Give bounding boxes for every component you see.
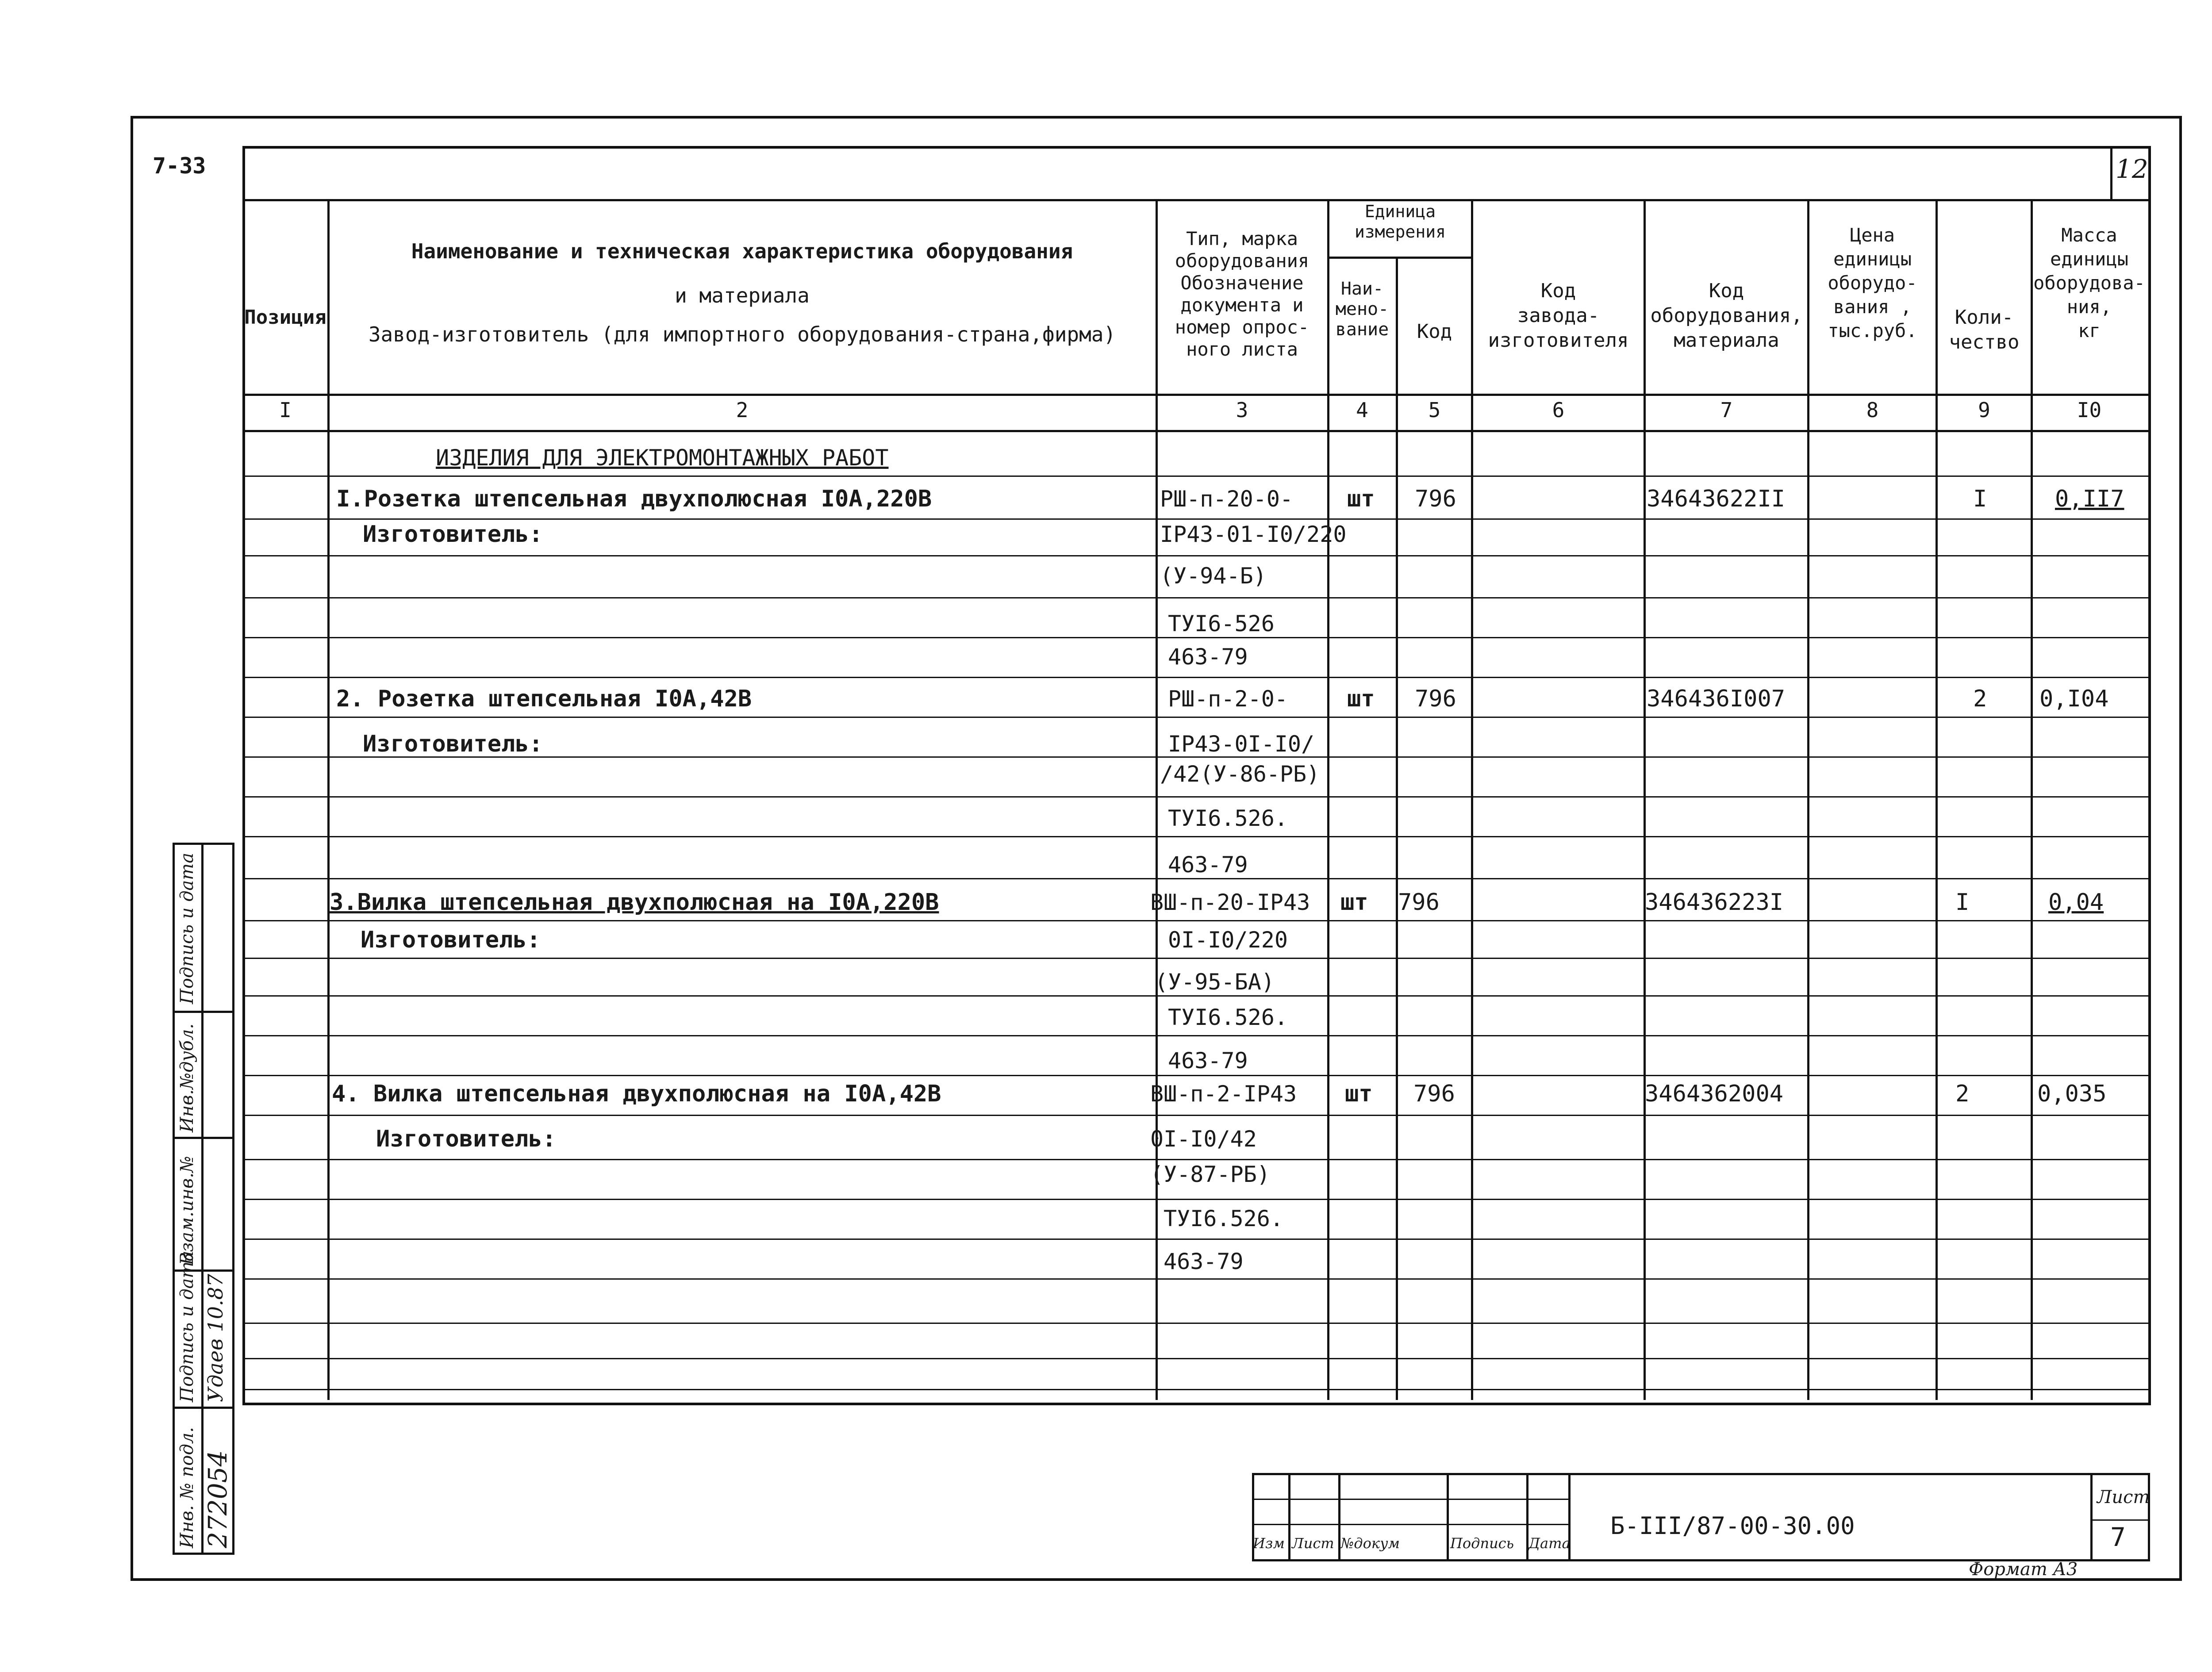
item-2-unit-code: 796 (1415, 686, 1456, 712)
col-line-5 (1471, 199, 1473, 1400)
top-strip-line (242, 199, 2148, 201)
item-3-equipment-code: 346436223I (1645, 889, 1784, 916)
title-col-label-3: №докум (1340, 1535, 1400, 1552)
side-sign-label: Подпись и дата (177, 1250, 197, 1402)
item-3-type-0: ВШ-п-20-IP43 (1150, 890, 1310, 915)
col-line-4 (1396, 257, 1398, 1400)
item-2-mass: 0,I04 (2039, 686, 2109, 712)
title-col-label-1: Изм (1253, 1535, 1285, 1552)
item-2-type-2: /42(У-86-РБ) (1160, 761, 1320, 787)
header-name-line3: Завод-изготовитель (для импортного оборудования-страна,фирма) (368, 322, 1116, 346)
item-2-type-4: 463-79 (1168, 852, 1248, 878)
side-inv-value: 272054 (203, 1450, 233, 1548)
title-col-label-4: Подпись (1450, 1535, 1514, 1552)
colnum-2: 2 (736, 398, 749, 422)
side-sign-label-top: Подпись и дата (177, 852, 197, 1004)
item-3-mass: 0,04 (2048, 889, 2104, 916)
header-unit-name: Наи- мено- вание (1335, 279, 1389, 340)
item-1-mass: 0,II7 (2055, 486, 2124, 512)
side-replace-label: Взам.инв.№ (177, 1156, 197, 1265)
sheet-number: 7 (2110, 1522, 2126, 1552)
format-label: Формат А3 (1969, 1559, 2078, 1580)
header-unit-group: Единица измерения (1355, 202, 1446, 242)
item-1-manufacturer: Изготовитель: (363, 521, 543, 548)
item-2-type-1: IP43-0I-I0/ (1168, 731, 1315, 757)
page-ref: 7-33 (153, 153, 206, 179)
item-2-equipment-code: 346436I007 (1647, 686, 1786, 712)
header-price: Цена единицы оборудо- вания , тыс.руб. (1828, 224, 1917, 341)
item-3-name: 3.Вилка штепсельная двухполюсная на I0А,220В (330, 889, 939, 916)
item-4-mass: 0,035 (2037, 1081, 2107, 1107)
header-unit-code: Код (1417, 320, 1452, 343)
colnum-3: 3 (1236, 398, 1248, 422)
item-2-quantity: 2 (1973, 686, 1987, 712)
colnum-8: 8 (1866, 398, 1879, 422)
item-1-type-0: РШ-п-20-0- (1160, 486, 1294, 512)
item-2-type-0: РШ-п-2-0- (1168, 686, 1288, 712)
item-2-name: 2. Розетка штепсельная I0А,42В (336, 686, 752, 712)
col-line-9 (2031, 199, 2033, 1400)
title-col-label-2: Лист (1292, 1535, 1334, 1552)
header-factory-code: Код завода- изготовителя (1488, 280, 1629, 352)
item-2-type-3: ТУI6.526. (1168, 805, 1288, 831)
item-2-unit: шт (1347, 686, 1375, 712)
side-inv-label: Инв. № подл. (177, 1427, 197, 1548)
item-4-unit-code: 796 (1413, 1081, 1455, 1107)
header-position: Позиция (244, 306, 326, 329)
item-3-type-1: 0I-I0/220 (1168, 927, 1288, 953)
header-bottom-line (242, 394, 2148, 396)
colnum-5: 5 (1428, 398, 1441, 422)
title-col-label-5: Дата (1528, 1535, 1571, 1552)
colnum-1: I (279, 398, 292, 422)
unit-group-line (1327, 257, 1471, 259)
colnum-4: 4 (1356, 398, 1368, 422)
item-4-type-0: ВШ-п-2-IP43 (1150, 1081, 1297, 1107)
col-line-2 (1156, 199, 1158, 1400)
corner-box-line (2110, 149, 2112, 200)
item-4-type-1: 0I-I0/42 (1150, 1126, 1257, 1152)
col-line-7 (1807, 199, 1809, 1400)
item-4-unit: шт (1345, 1081, 1373, 1107)
item-1-quantity: I (1973, 486, 1987, 512)
colnum-bottom-line (242, 430, 2148, 432)
item-3-unit: шт (1340, 889, 1368, 916)
item-4-equipment-code: 3464362004 (1645, 1081, 1784, 1107)
side-inv-dup-label: Инв.№дубл. (177, 1023, 197, 1132)
item-3-type-4: 463-79 (1168, 1048, 1248, 1074)
item-3-unit-code: 796 (1398, 889, 1440, 916)
corner-number: 12 (2116, 154, 2148, 184)
item-4-type-4: 463-79 (1164, 1249, 1244, 1274)
col-line-8 (1936, 199, 1938, 1400)
item-4-name: 4. Вилка штепсельная двухполюсная на I0А,42В (332, 1081, 941, 1107)
header-type-mark: Тип, марка оборудования Обозначение документа и номер опрос- ного листа (1175, 228, 1310, 360)
item-4-manufacturer: Изготовитель: (376, 1126, 556, 1152)
item-4-type-3: ТУI6.526. (1164, 1206, 1283, 1231)
item-3-type-3: ТУI6.526. (1168, 1005, 1288, 1030)
item-1-type-1: IP43-01-I0/220 (1160, 522, 1347, 547)
header-name-line2: и материала (675, 284, 810, 307)
header-name-line1: Наименование и техническая характеристика оборудования (411, 239, 1073, 263)
item-4-quantity: 2 (1955, 1081, 1970, 1107)
col-line-6 (1644, 199, 1646, 1400)
colnum-6: 6 (1552, 398, 1565, 422)
item-1-name: I.Розетка штепсельная двухполюсная I0А,220В (336, 486, 932, 512)
colnum-9: 9 (1978, 398, 1990, 422)
sheet-label: Лист (2097, 1487, 2150, 1507)
item-3-type-2: (У-95-БА) (1155, 969, 1275, 995)
item-1-equipment-code: 34643622II (1647, 486, 1786, 512)
section-title: ИЗДЕЛИЯ ДЛЯ ЭЛЕКТРОМОНТАЖНЫХ РАБОТ (436, 445, 889, 471)
item-1-type-2: (У-94-Б) (1160, 563, 1267, 589)
item-1-unit-code: 796 (1415, 486, 1456, 512)
document-designation: Б-III/87-00-30.00 (1610, 1512, 1855, 1540)
item-1-unit: шт (1347, 486, 1375, 512)
item-4-type-2: (У-87-РБ) (1150, 1162, 1270, 1187)
header-mass: Масса единицы оборудова- ния, кг (2033, 224, 2145, 341)
item-1-type-3: ТУI6-526 (1168, 611, 1275, 637)
item-3-quantity: I (1955, 889, 1970, 916)
header-equipment-code: Код оборудования, материала (1650, 280, 1803, 352)
col-line-3 (1327, 199, 1329, 1400)
header-quantity: Коли- чество (1949, 306, 2020, 353)
item-2-manufacturer: Изготовитель: (363, 731, 543, 757)
colnum-10: I0 (2077, 398, 2102, 422)
col-line-1 (327, 199, 330, 1400)
colnum-7: 7 (1720, 398, 1733, 422)
item-3-manufacturer: Изготовитель: (361, 927, 541, 953)
side-sign-value: Удаев 10.87 (204, 1273, 227, 1402)
item-1-type-4: 463-79 (1168, 644, 1248, 670)
